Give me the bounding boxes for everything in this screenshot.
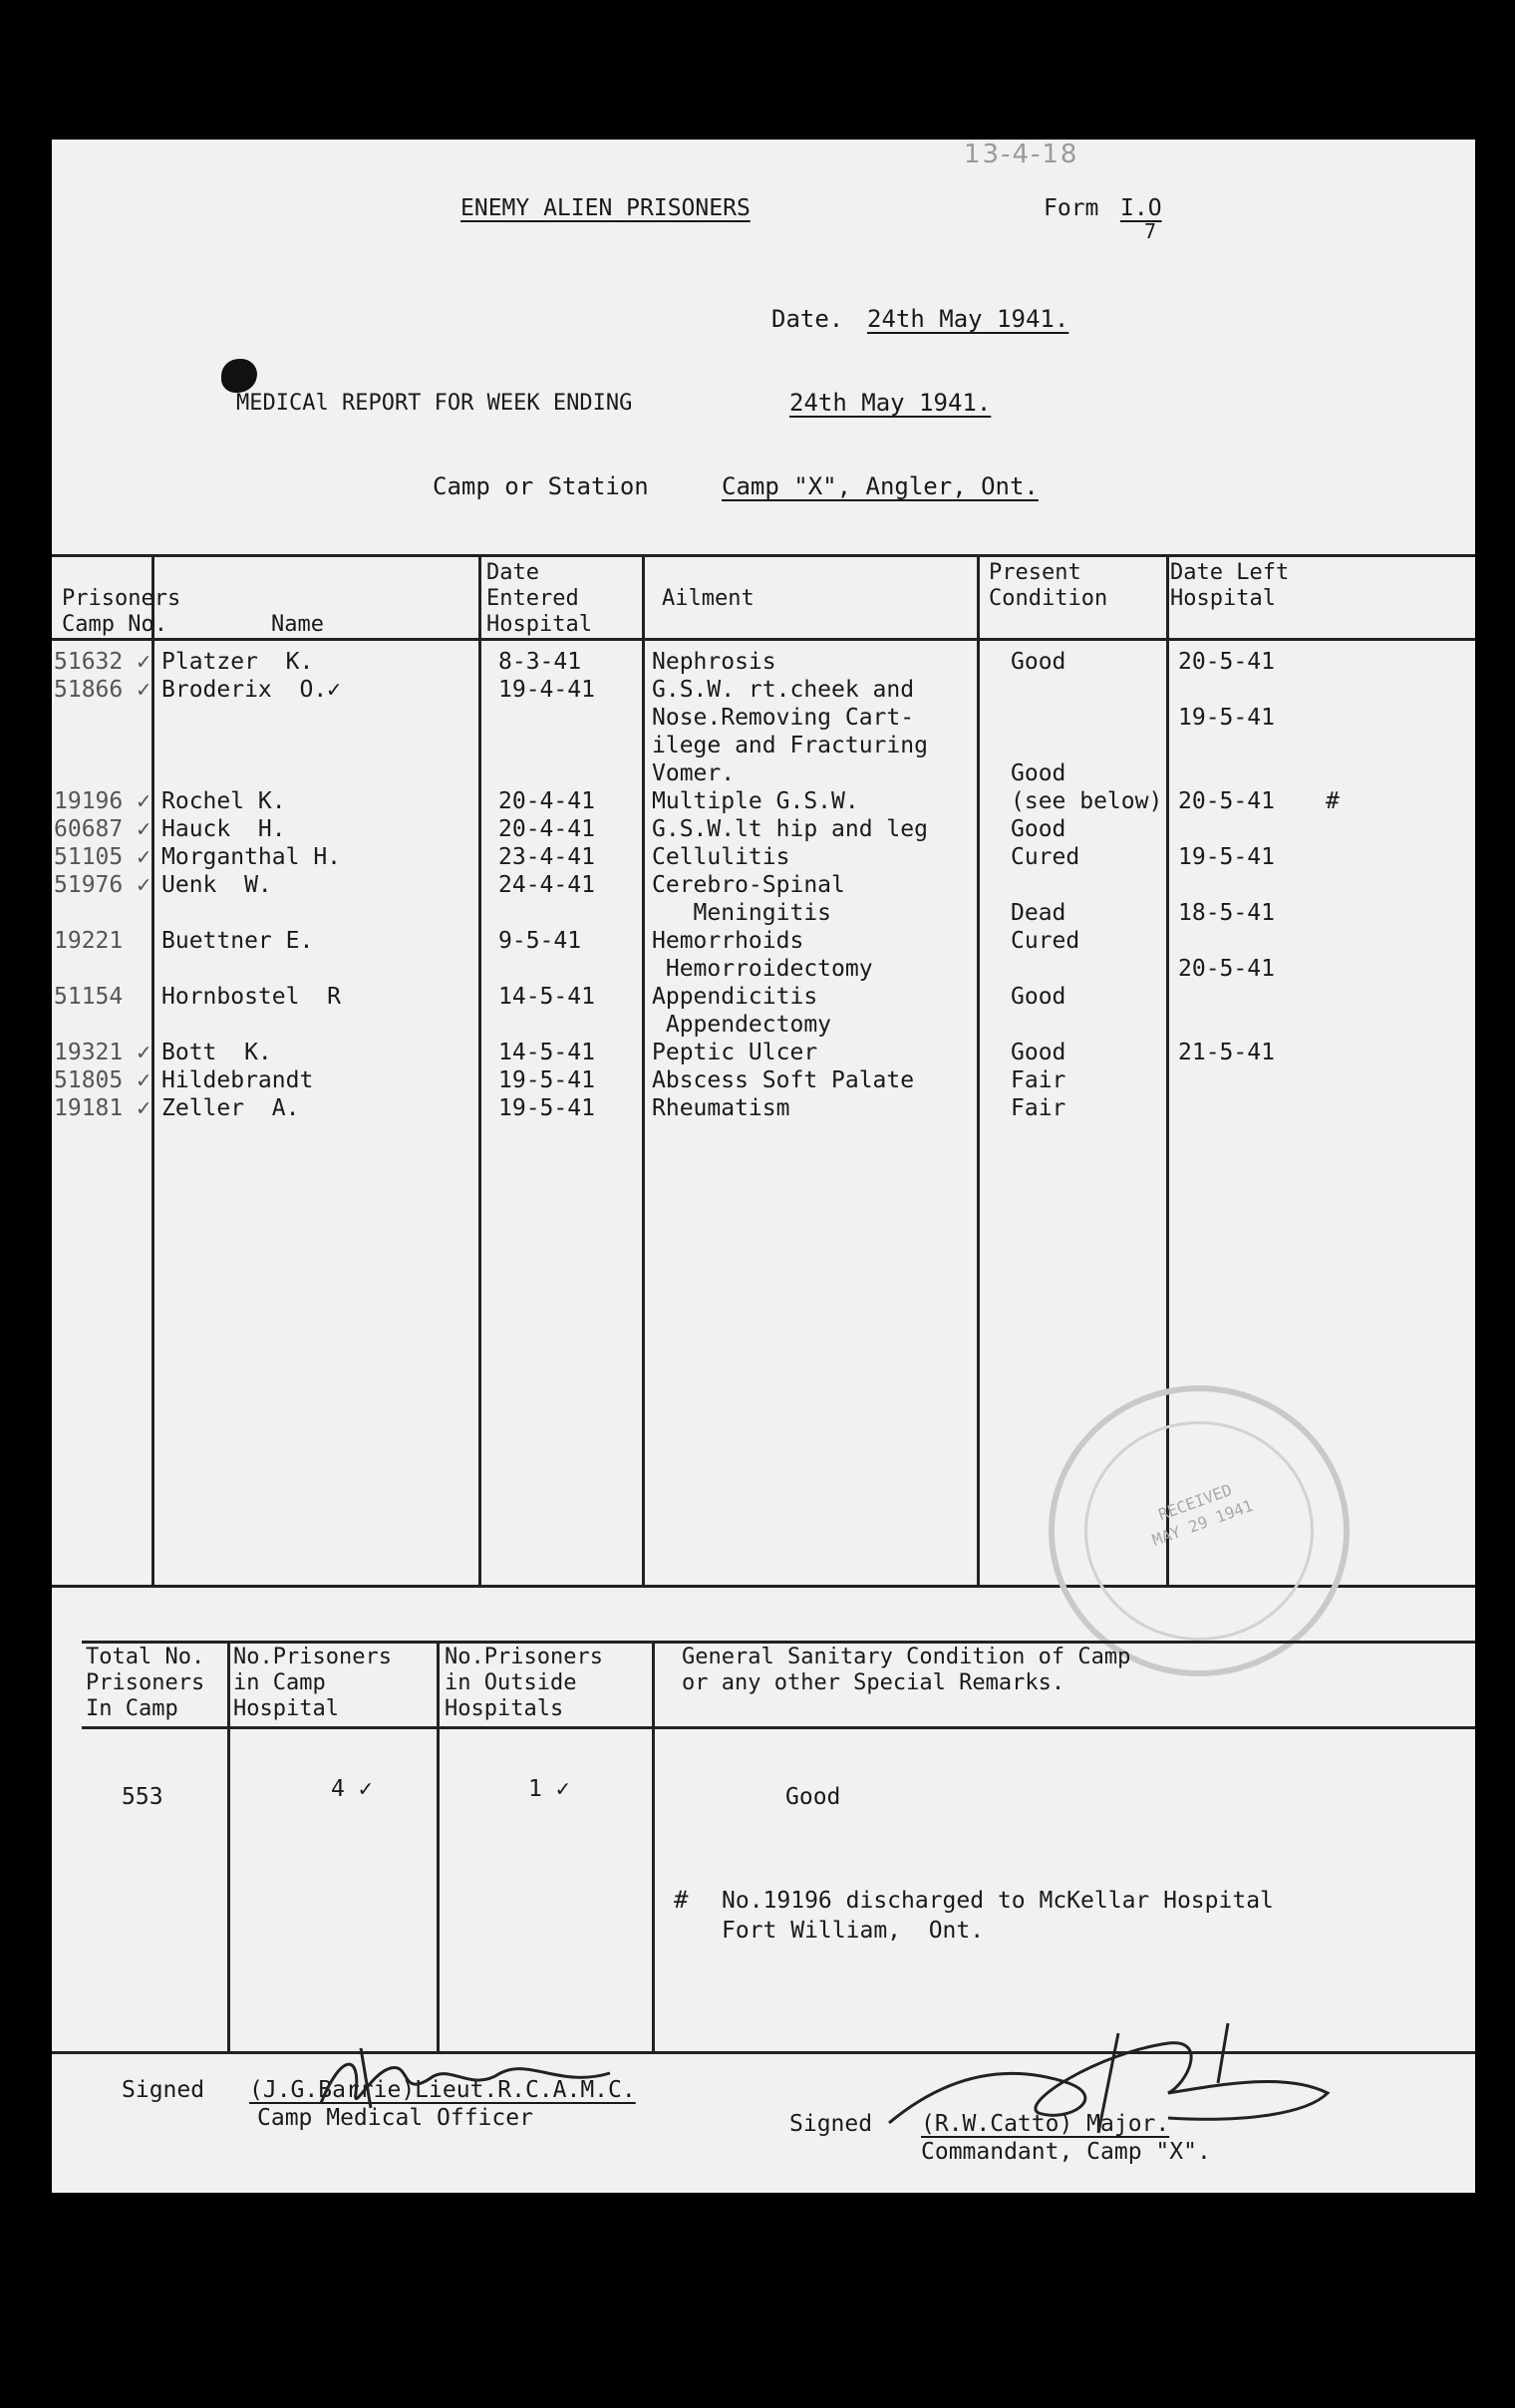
table-cell-name: Platzer K. — [161, 649, 314, 675]
summary-header-remarks: General Sanitary Condition of Camp or any other Special Remarks. — [682, 1645, 1131, 1695]
pencil-note: 13-4-18 — [964, 140, 1079, 169]
col-header-date-left: Date Left Hospital — [1170, 560, 1290, 611]
total-prisoners: 553 — [122, 1784, 163, 1810]
table-cell-ailment: G.S.W.lt hip and leg — [652, 816, 928, 842]
table-cell-condition: Cured — [1011, 844, 1080, 870]
col-header-name: Name — [271, 612, 324, 637]
table-cell-no: 51976 ✓ — [54, 872, 151, 898]
table-cell-left: 20-5-41 — [1178, 956, 1275, 982]
commandant-signature — [869, 2013, 1348, 2153]
ink-blot — [221, 359, 257, 393]
col-header-ailment: Ailment — [662, 586, 755, 611]
table-cell-entered: 19-5-41 — [498, 1067, 595, 1093]
medical-officer-title: Camp Medical Officer — [257, 2105, 533, 2131]
table-cell-name: Rochel K. — [161, 788, 286, 814]
col-header-camp-no: Prisoners Camp No. — [62, 586, 181, 637]
summary-header-total: Total No. Prisoners In Camp — [86, 1645, 205, 1721]
table-cell-name: Hauck H. — [161, 816, 286, 842]
form-label: Form — [1044, 195, 1099, 221]
table-cell-condition: Dead — [1011, 900, 1066, 926]
table-cell-name: Hildebrandt — [161, 1067, 314, 1093]
camp-hospital-count: 4 ✓ — [331, 1776, 373, 1802]
date-label: Date. — [771, 305, 844, 333]
table-cell-condition: Good — [1011, 1040, 1066, 1065]
table-cell-condition: Good — [1011, 984, 1066, 1010]
table-cell-entered: 14-5-41 — [498, 984, 595, 1010]
remark-mark: # — [674, 1886, 689, 1914]
table-cell-entered: 14-5-41 — [498, 1040, 595, 1065]
medical-officer-signature — [301, 2033, 630, 2123]
table-cell-left: 19-5-41 — [1178, 705, 1275, 731]
date-value: 24th May 1941. — [867, 305, 1069, 333]
table-cell-ailment: Multiple G.S.W. — [652, 788, 859, 814]
summary-header-camp-hospital: No.Prisoners in Camp Hospital — [233, 1645, 392, 1721]
table-cell-condition: Fair — [1011, 1067, 1066, 1093]
table-cell-no: 51805 ✓ — [54, 1067, 151, 1093]
sanitary-condition: Good — [785, 1784, 841, 1810]
col-rule-1 — [152, 554, 154, 1587]
table-cell-name: Hornbostel R — [161, 984, 342, 1010]
received-stamp: RECEIVED MAY 29 1941 — [1049, 1385, 1350, 1676]
table-cell-name: Zeller A. — [161, 1095, 300, 1121]
table-cell-condition: Fair — [1011, 1095, 1066, 1121]
table-cell-ailment: Peptic Ulcer — [652, 1040, 818, 1065]
table-cell-name: Broderix O.✓ — [161, 677, 342, 703]
summary-col-rule-3 — [652, 1641, 655, 2051]
document-page — [52, 140, 1475, 2193]
report-week-value: 24th May 1941. — [789, 389, 992, 417]
table-cell-ailment: G.S.W. rt.cheek and Nose.Removing Cart- ilege and Fracturing Vomer. — [652, 677, 928, 786]
summary-header-rule — [82, 1726, 1475, 1729]
table-cell-no: 19221 — [54, 928, 124, 954]
commandant-name: (R.W.Catto) Major. — [921, 2111, 1170, 2137]
table-cell-no: 60687 ✓ — [54, 816, 151, 842]
camp-value: Camp "X", Angler, Ont. — [722, 472, 1039, 500]
medical-officer-name: (J.G.Barrie)Lieut.R.C.A.M.C. — [249, 2077, 636, 2103]
col-rule-4 — [977, 554, 980, 1587]
col-rule-3 — [642, 554, 645, 1587]
table-cell-left: 19-5-41 — [1178, 844, 1275, 870]
table-cell-ailment: Cerebro-Spinal Meningitis — [652, 872, 845, 926]
summary-col-rule-2 — [437, 1641, 440, 2051]
table-cell-no: 51866 ✓ — [54, 677, 151, 703]
table-cell-entered: 23-4-41 — [498, 844, 595, 870]
table-cell-name: Morganthal H. — [161, 844, 342, 870]
table-cell-ailment: Abscess Soft Palate — [652, 1067, 915, 1093]
table-cell-condition: Good — [1011, 816, 1066, 842]
outside-hospital-count: 1 ✓ — [528, 1776, 570, 1802]
summary-top-rule — [82, 1641, 1475, 1644]
col-header-present-condition: Present Condition — [989, 560, 1108, 611]
table-cell-entered: 9-5-41 — [498, 928, 582, 954]
col-header-date-entered: Date Entered Hospital — [486, 560, 592, 637]
table-cell-condition: Good — [1011, 760, 1066, 786]
table-cell-ailment: Cellulitis — [652, 844, 790, 870]
right-signed-label: Signed — [789, 2111, 873, 2137]
table-cell-left: 18-5-41 — [1178, 900, 1275, 926]
report-label: MEDICAl REPORT FOR WEEK ENDING — [236, 391, 633, 416]
table-cell-entered: 20-4-41 — [498, 788, 595, 814]
summary-col-rule-1 — [227, 1641, 230, 2051]
table-cell-ailment: Rheumatism — [652, 1095, 790, 1121]
document-title: ENEMY ALIEN PRISONERS — [460, 195, 751, 221]
table-cell-condition: (see below) — [1011, 788, 1163, 814]
table-cell-no: 51105 ✓ — [54, 844, 151, 870]
table-cell-entered: 19-5-41 — [498, 1095, 595, 1121]
table-cell-no: 19196 ✓ — [54, 788, 151, 814]
table-cell-entered: 24-4-41 — [498, 872, 595, 898]
special-remark: No.19196 discharged to McKellar Hospital Fort William, Ont. — [722, 1888, 1274, 1944]
table-cell-condition: Good — [1011, 649, 1066, 675]
table-cell-entered: 8-3-41 — [498, 649, 582, 675]
form-sub: 7 — [1144, 219, 1157, 243]
col-rule-2 — [478, 554, 481, 1587]
commandant-title: Commandant, Camp "X". — [921, 2139, 1211, 2165]
table-header-rule — [52, 638, 1475, 641]
table-cell-condition: Cured — [1011, 928, 1080, 954]
table-cell-no: 19321 ✓ — [54, 1040, 151, 1065]
table-cell-no: 19181 ✓ — [54, 1095, 151, 1121]
table-cell-entered: 19-4-41 — [498, 677, 595, 703]
summary-header-outside: No.Prisoners in Outside Hospitals — [445, 1645, 603, 1721]
table-top-rule — [52, 554, 1475, 557]
table-cell-no: 51632 ✓ — [54, 649, 151, 675]
table-cell-mark: # — [1326, 788, 1340, 814]
left-signed-label: Signed — [122, 2077, 205, 2103]
table-cell-ailment: Nephrosis — [652, 649, 776, 675]
form-number: I.O — [1120, 195, 1162, 221]
table-cell-ailment: Appendicitis Appendectomy — [652, 984, 832, 1038]
camp-label: Camp or Station — [433, 472, 649, 500]
table-cell-left: 20-5-41 — [1178, 788, 1275, 814]
table-cell-name: Buettner E. — [161, 928, 314, 954]
table-cell-left: 20-5-41 — [1178, 649, 1275, 675]
table-cell-ailment: Hemorrhoids Hemorroidectomy — [652, 928, 873, 982]
table-cell-entered: 20-4-41 — [498, 816, 595, 842]
table-cell-name: Uenk W. — [161, 872, 272, 898]
table-cell-name: Bott K. — [161, 1040, 272, 1065]
table-cell-left: 21-5-41 — [1178, 1040, 1275, 1065]
table-cell-no: 51154 — [54, 984, 124, 1010]
